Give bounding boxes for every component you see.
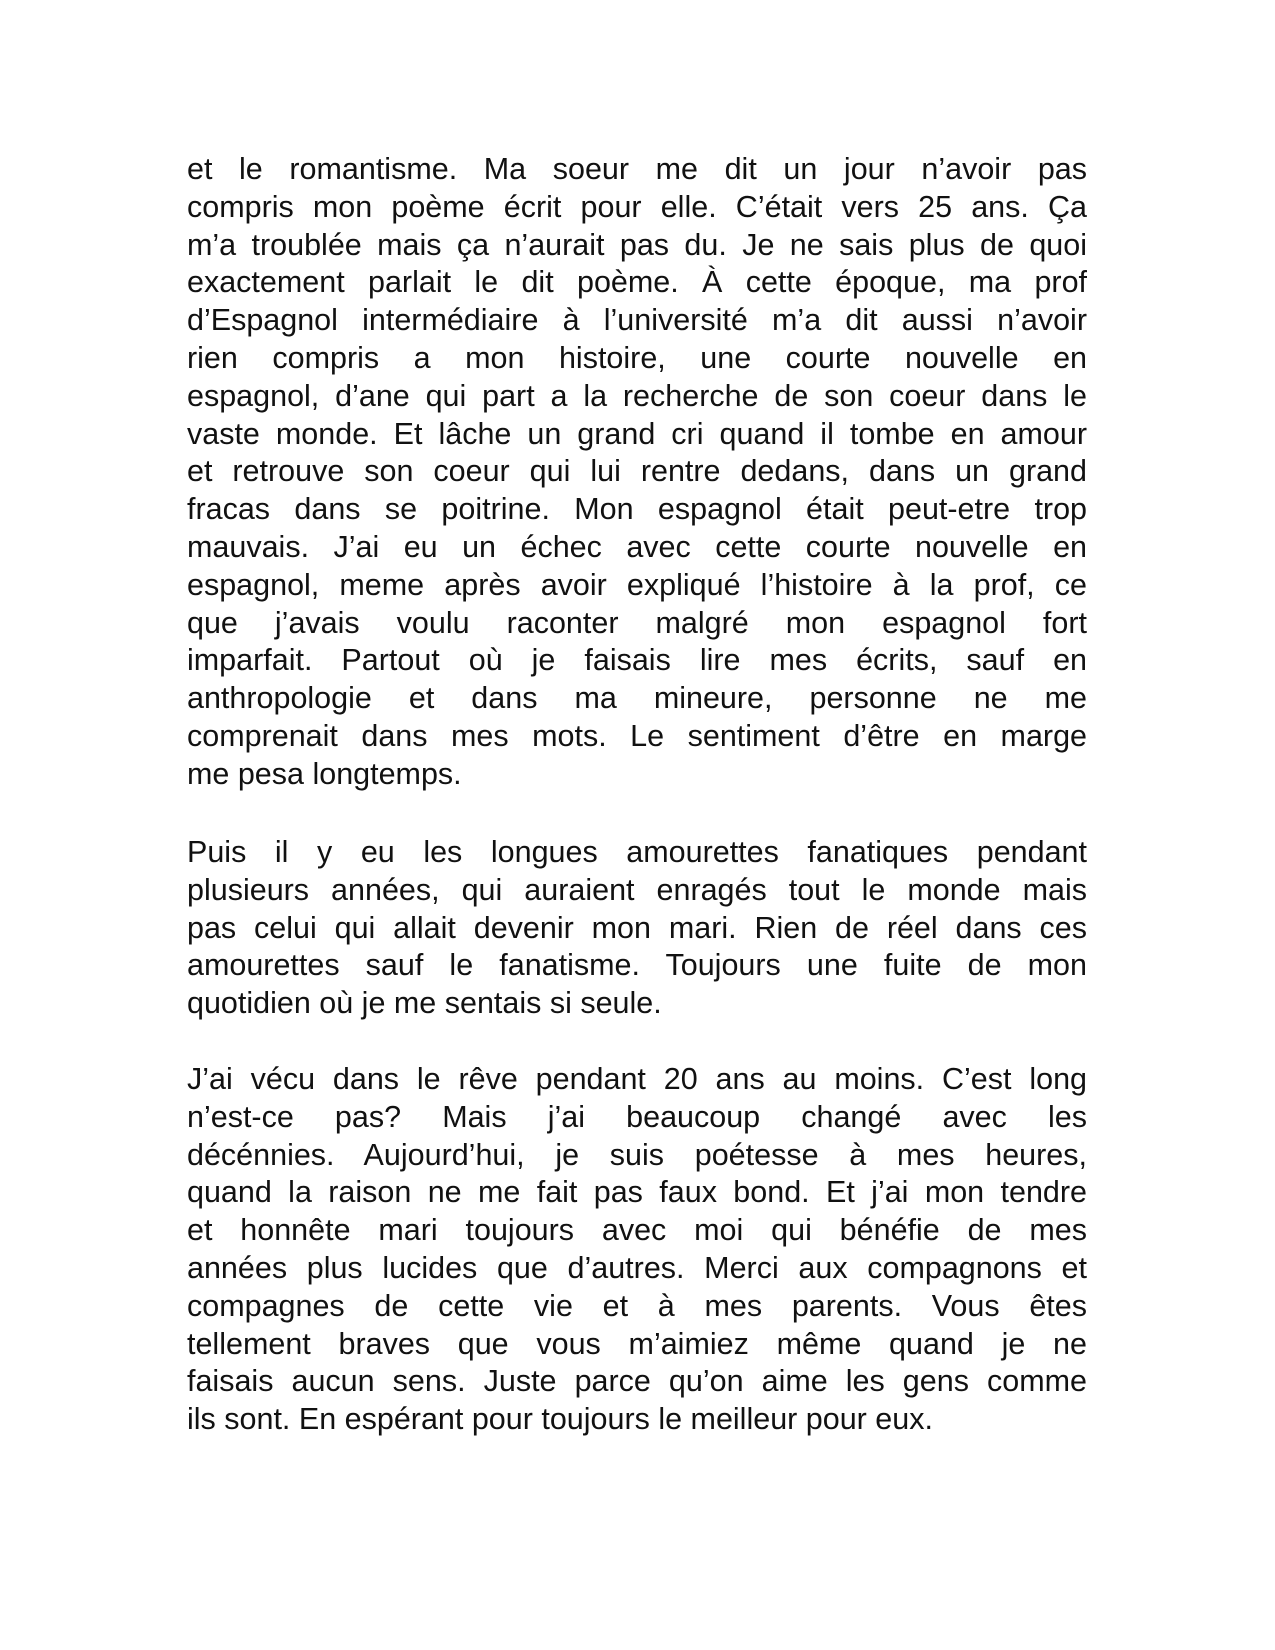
text-line: imparfait. Partout où je faisais lire mes écrits, sauf en: [187, 643, 1087, 678]
text-line: rien compris a mon histoire, une courte nouvelle en: [187, 340, 1087, 375]
text-line: années plus lucides que d’autres. Merci aux compagnons et: [187, 1250, 1087, 1285]
paragraph-3: [187, 1061, 1087, 1439]
text-line: que j’avais voulu raconter malgré mon espagnol fort: [187, 605, 1087, 640]
text-line: Puis il y eu les longues amourettes fanatiques pendant: [187, 835, 1087, 869]
text-line: et le romantisme. Ma soeur me dit un jour n’avoir pas: [187, 152, 1087, 186]
text-line: vaste monde. Et lâche un grand cri quand il tombe en amour: [187, 416, 1087, 451]
text-line: compagnes de cette vie et à mes parents. Vous êtes: [187, 1288, 1087, 1323]
text-line: fracas dans se poitrine. Mon espagnol était peut-etre trop: [187, 492, 1087, 527]
text-line: décénnies. Aujourd’hui, je suis poétesse à mes heures,: [187, 1137, 1087, 1172]
text-line: plusieurs années, qui auraient enragés tout le monde mais: [187, 872, 1087, 907]
text-line: m’a troublée mais ça n’aurait pas du. Je ne sais plus de quoi: [187, 227, 1087, 262]
text-line: pas celui qui allait devenir mon mari. Rien de réel dans ces: [187, 910, 1087, 945]
text-line: tellement braves que vous m’aimiez même quand je ne: [187, 1326, 1087, 1361]
text-line: mauvais. J’ai eu un échec avec cette courte nouvelle en: [187, 529, 1087, 564]
text-line: faisais aucun sens. Juste parce qu’on aime les gens comme: [187, 1364, 1087, 1399]
text-line: J’ai vécu dans le rêve pendant 20 ans au moins. C’est long: [187, 1062, 1087, 1096]
paragraph-2: [187, 834, 1087, 1023]
text-line: exactement parlait le dit poème. À cette époque, ma prof: [187, 265, 1087, 300]
text-line: amourettes sauf le fanatisme. Toujours une fuite de mon: [187, 948, 1087, 983]
text-line: espagnol, meme après avoir expliqué l’histoire à la prof, ce: [187, 567, 1087, 602]
text-line: compris mon poème écrit pour elle. C’était vers 25 ans. Ça: [187, 189, 1087, 224]
text-line: anthropologie et dans ma mineure, personne ne me: [187, 681, 1087, 716]
text-line: n’est-ce pas? Mais j’ai beaucoup changé avec les: [187, 1099, 1087, 1134]
text-line: quotidien où je me sentais si seule.: [187, 986, 662, 1021]
text-line: et retrouve son coeur qui lui rentre dedans, dans un grand: [187, 454, 1087, 489]
text-line: me pesa longtemps.: [187, 756, 462, 791]
text-line: d’Espagnol intermédiaire à l’université m’a dit aussi n’avoir: [187, 303, 1087, 338]
text-line: quand la raison ne me fait pas faux bond. Et j’ai mon tendre: [187, 1175, 1087, 1210]
text-line: comprenait dans mes mots. Le sentiment d’être en marge: [187, 718, 1087, 753]
text-line: et honnête mari toujours avec moi qui bénéfie de mes: [187, 1213, 1087, 1248]
text-line: espagnol, d’ane qui part a la recherche de son coeur dans le: [187, 378, 1087, 413]
text-line: ils sont. En espérant pour toujours le meilleur pour eux.: [187, 1402, 933, 1437]
paragraph-1: [187, 151, 1087, 794]
